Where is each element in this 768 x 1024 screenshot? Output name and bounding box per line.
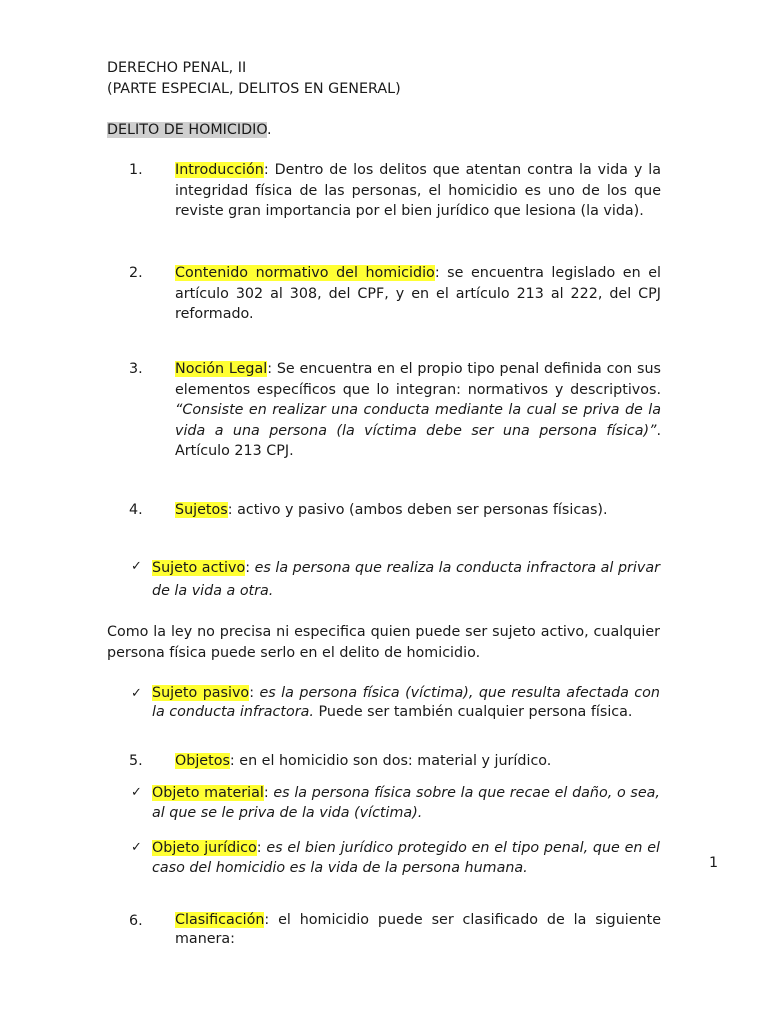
check-3-sep: : (263, 785, 274, 801)
course-subtitle: (PARTE ESPECIAL, DELITOS EN GENERAL) (107, 80, 401, 97)
item-6 (175, 911, 661, 949)
check-1-definition: es la persona que realiza la conducta infractora al privar de la vida a otra. (152, 560, 660, 599)
item-5-term: Objetos (175, 753, 230, 769)
check-item-sujeto-activo (152, 557, 660, 603)
item-number-2: 2. (129, 265, 143, 281)
item-5-text: : en el homicidio son dos: material y jurídico. (229, 753, 552, 769)
check-1-term: Sujeto activo (152, 560, 246, 576)
check-2-definition: es la persona física (víctima), que resulta afectada con la conducta infractora. (152, 685, 660, 720)
item-6-term: Clasificación (175, 912, 265, 928)
item-1-term: Introducción (175, 162, 264, 178)
item-number-4: 4. (129, 502, 143, 518)
check-mark-icon: ✓ (131, 840, 142, 855)
check-3-definition: es la persona física sobre la que recae el daño, o sea, al que se le priva de la vida (víctima). (152, 785, 660, 821)
check-4-sep: : (256, 840, 267, 856)
item-2-text: : se encuentra legislado en el artículo 302 al 308, del CPF, y en el artículo 213 al 222, del CPJ reformado. (175, 265, 661, 323)
item-3-after: . Artículo 213 CPJ. (175, 422, 661, 460)
item-number-5: 5. (129, 753, 143, 769)
item-4 (175, 500, 661, 521)
check-mark-icon: ✓ (131, 559, 142, 574)
check-item-objeto-juridico (152, 838, 660, 878)
check-3-term: Objeto material (152, 785, 264, 801)
section-title-text: DELITO DE HOMICIDIO (107, 122, 267, 138)
page-number: 1 (709, 855, 719, 871)
check-4-definition: es el bien jurídico protegido en el tipo penal, que en el caso del homicidio es la vida de la persona humana. (152, 840, 660, 876)
item-number-6: 6. (129, 913, 143, 929)
check-2-extra: Puede ser también cualquier persona física. (313, 703, 633, 720)
check-2-sep: : (249, 685, 260, 701)
section-title (107, 120, 272, 141)
check-mark-icon: ✓ (131, 686, 142, 701)
paragraph: Como la ley no precisa ni especifica quien puede ser sujeto activo, cualquier persona física puede serlo en el delito de homicidio. (107, 624, 660, 661)
item-3 (175, 359, 661, 462)
check-1-sep: : (245, 560, 255, 576)
section-title-suffix: . (267, 122, 272, 138)
check-item-objeto-material (152, 783, 660, 823)
check-4-term: Objeto jurídico (152, 840, 257, 856)
item-3-quote: “Consiste en realizar una conducta mediante la cual se priva de la vida a una persona (la víctima debe ser una persona física)” (175, 402, 661, 439)
item-4-term: Sujetos (175, 502, 228, 518)
item-6-text: : el homicidio puede ser clasificado de la siguiente manera: (175, 912, 661, 947)
item-1-text: : Dentro de los delitos que atentan contra la vida y la integridad física de las personas, el homicidio es uno de los que reviste gran importancia por el bien jurídico que lesiona (la vida). (175, 162, 661, 220)
item-2-term: Contenido normativo del homicidio (175, 265, 435, 281)
item-number-1: 1. (129, 162, 143, 178)
check-item-sujeto-pasivo (152, 684, 660, 721)
item-number-3: 3. (129, 361, 143, 377)
item-1 (175, 160, 661, 222)
check-mark-icon: ✓ (131, 785, 142, 800)
check-2-term: Sujeto pasivo (152, 685, 250, 701)
document-header (107, 58, 401, 99)
item-3-term: Noción Legal (175, 361, 268, 377)
item-5 (175, 751, 661, 772)
item-3-text: : Se encuentra en el propio tipo penal definida con sus elementos específicos que lo integran: normativos y descriptivos. (175, 361, 661, 398)
item-2 (175, 263, 661, 325)
item-4-text: : activo y pasivo (ambos deben ser personas físicas). (227, 502, 608, 518)
course-title: DERECHO PENAL, II (107, 60, 247, 76)
